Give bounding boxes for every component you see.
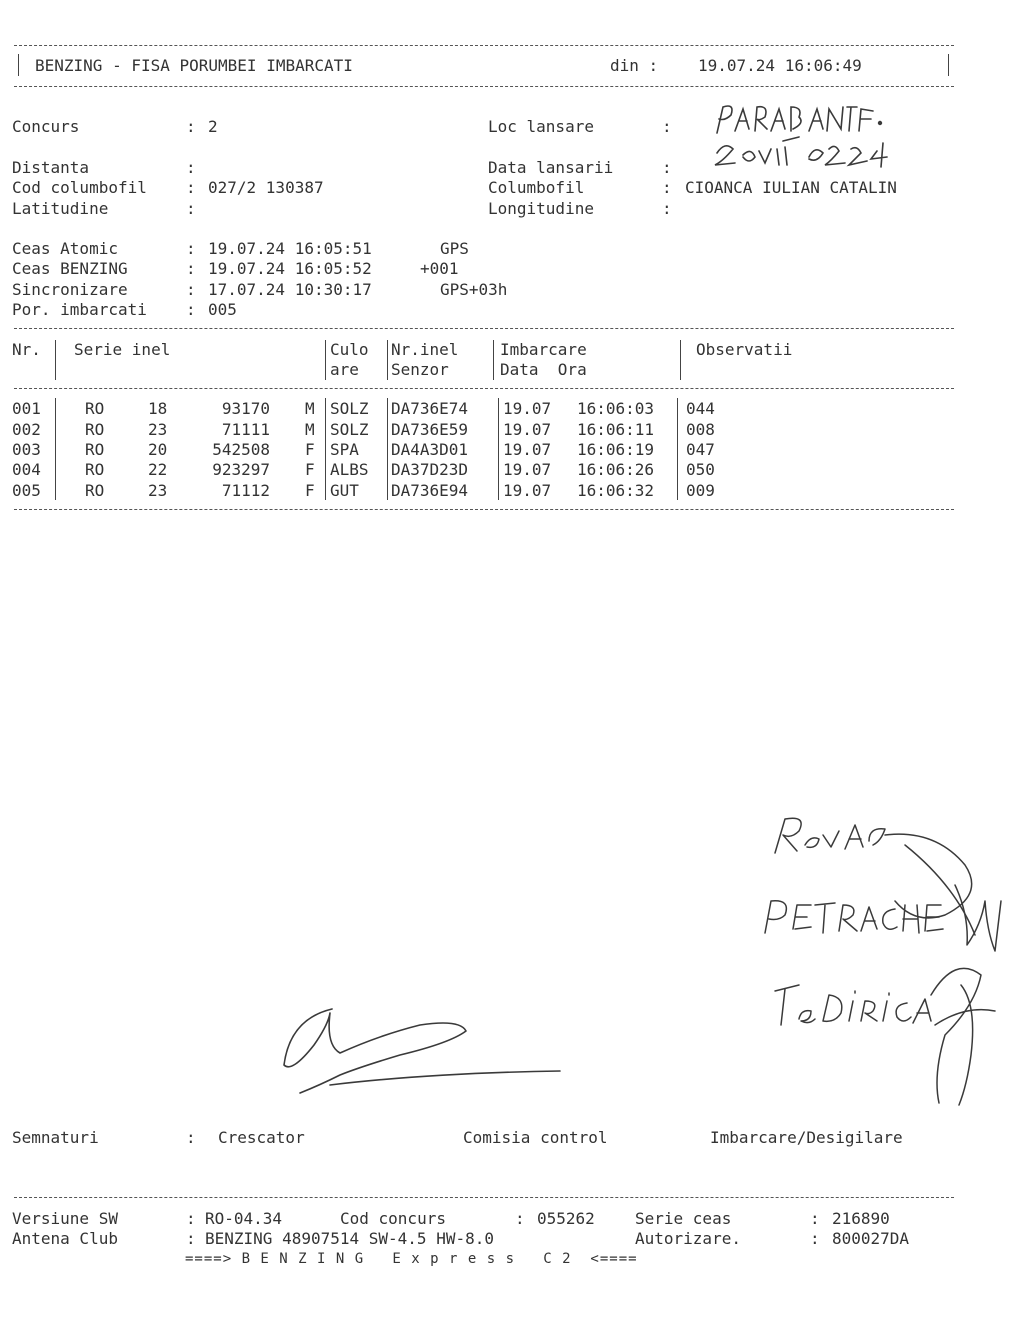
row-obs: 009 (686, 481, 715, 500)
benzing-express-brand: ====> B E N Z I N G E x p r e s s C 2 <==== (185, 1251, 638, 1267)
row-sex: F (305, 460, 315, 479)
row-ring: 71111 (221, 420, 270, 439)
serie-ceas-label: Serie ceas (635, 1209, 732, 1228)
row-nr: 005 (12, 481, 41, 500)
longitudine-sep: : (662, 199, 672, 218)
table-body-sep-1 (55, 398, 56, 500)
row-color: SOLZ (330, 399, 369, 418)
latitudine-sep: : (186, 199, 196, 218)
ceas-atomic-value: 19.07.24 16:05:51 (208, 239, 372, 258)
row-color: GUT (330, 481, 359, 500)
columbofil-label: Columbofil (488, 178, 585, 197)
footer-top-rule (14, 1197, 954, 1198)
versiune-sw-label: Versiune SW (12, 1209, 118, 1228)
sincronizare-label: Sincronizare (12, 280, 128, 299)
concurs-sep: : (186, 117, 196, 136)
table-bottom-rule (14, 509, 954, 510)
serie-ceas-value: 216890 (832, 1209, 890, 1228)
sincronizare-extra: GPS+03h (440, 280, 508, 299)
th-culoare-2: are (330, 360, 359, 379)
loc-lansare-label: Loc lansare (488, 117, 594, 136)
row-time: 16:06:11 (577, 420, 655, 439)
row-year: 20 (148, 440, 168, 459)
row-ring: 542508 (212, 440, 270, 459)
row-ring: 71112 (221, 481, 270, 500)
row-obs: 008 (686, 420, 715, 439)
row-date: 19.07 (503, 399, 552, 418)
row-year: 22 (148, 460, 168, 479)
distanta-label: Distanta (12, 158, 90, 177)
commission-signatures (745, 805, 1024, 1110)
grower-signature (270, 995, 570, 1105)
header-left-border (18, 54, 19, 76)
row-country: RO (85, 460, 105, 479)
columbofil-sep: : (662, 178, 672, 197)
header-datetime: 19.07.24 16:06:49 (698, 56, 862, 75)
row-obs: 050 (686, 460, 715, 479)
cod-concurs-value: 055262 (537, 1209, 595, 1228)
th-imbarcare-2: Data Ora (500, 360, 587, 379)
versiune-sw-value: RO-04.34 (205, 1209, 283, 1228)
th-culoare-1: Culo (330, 340, 369, 359)
row-country: RO (85, 440, 105, 459)
semnaturi-label: Semnaturi (12, 1128, 99, 1147)
ceas-atomic-label: Ceas Atomic (12, 239, 118, 258)
th-nr-inel-1: Nr.inel (391, 340, 459, 359)
serie-ceas-sep: : (810, 1209, 820, 1228)
row-obs: 044 (686, 399, 715, 418)
handwritten-loc-date (705, 95, 955, 175)
row-nr: 003 (12, 440, 41, 459)
cod-concurs-sep: : (515, 1209, 525, 1228)
row-sex: F (305, 481, 315, 500)
table-body-sep-4 (498, 398, 499, 500)
table-body-sep-2 (325, 398, 326, 500)
antena-club-label: Antena Club (12, 1229, 118, 1248)
row-country: RO (85, 420, 105, 439)
table-col-sep-4 (493, 340, 494, 380)
row-color: ALBS (330, 460, 369, 479)
row-sensor: DA736E59 (391, 420, 469, 439)
sincronizare-value: 17.07.24 10:30:17 (208, 280, 372, 299)
data-lansarii-sep: : (662, 158, 672, 177)
header-right-border (948, 54, 949, 76)
row-color: SPA (330, 440, 359, 459)
table-col-sep-2 (325, 340, 326, 380)
document-title: BENZING - FISA PORUMBEI IMBARCATI (35, 56, 353, 75)
th-nr: Nr. (12, 340, 41, 359)
row-time: 16:06:03 (577, 399, 655, 418)
concurs-label: Concurs (12, 117, 80, 136)
table-col-sep-3 (387, 340, 388, 380)
row-ring: 93170 (221, 399, 270, 418)
row-time: 16:06:32 (577, 481, 655, 500)
row-time: 16:06:26 (577, 460, 655, 479)
crescator-label: Crescator (218, 1128, 305, 1147)
comisia-control-label: Comisia control (463, 1128, 608, 1147)
antena-club-value: BENZING 48907514 SW-4.5 HW-8.0 (205, 1229, 494, 1248)
row-nr: 002 (12, 420, 41, 439)
semnaturi-sep: : (186, 1128, 196, 1147)
loc-lansare-sep: : (662, 117, 672, 136)
row-sensor: DA4A3D01 (391, 440, 469, 459)
data-lansarii-label: Data lansarii (488, 158, 614, 177)
row-ring: 923297 (212, 460, 270, 479)
row-nr: 001 (12, 399, 41, 418)
latitudine-label: Latitudine (12, 199, 109, 218)
distanta-sep: : (186, 158, 196, 177)
row-time: 16:06:19 (577, 440, 655, 459)
row-date: 19.07 (503, 481, 552, 500)
th-imbarcare-1: Imbarcare (500, 340, 587, 359)
row-year: 18 (148, 399, 168, 418)
sincronizare-sep: : (186, 280, 196, 299)
row-sex: M (305, 399, 315, 418)
table-col-sep-1 (55, 340, 56, 380)
cod-columbofil-value: 027/2 130387 (208, 178, 324, 197)
autorizare-label: Autorizare. (635, 1229, 741, 1248)
header-bottom-rule (14, 86, 954, 87)
concurs-value: 2 (208, 117, 218, 136)
row-sensor: DA736E94 (391, 481, 469, 500)
por-imbarcati-label: Por. imbarcati (12, 300, 147, 319)
row-sensor: DA736E74 (391, 399, 469, 418)
cod-columbofil-label: Cod columbofil (12, 178, 147, 197)
columbofil-value: CIOANCA IULIAN CATALIN (685, 178, 897, 197)
table-body-sep-3 (387, 398, 388, 500)
row-date: 19.07 (503, 460, 552, 479)
th-nr-inel-2: Senzor (391, 360, 449, 379)
row-country: RO (85, 399, 105, 418)
row-obs: 047 (686, 440, 715, 459)
ceas-benzing-value: 19.07.24 16:05:52 (208, 259, 372, 278)
por-imbarcati-value: 005 (208, 300, 237, 319)
row-country: RO (85, 481, 105, 500)
th-observatii: Observatii (696, 340, 793, 359)
imbarcare-desigilare-label: Imbarcare/Desigilare (710, 1128, 903, 1147)
row-year: 23 (148, 481, 168, 500)
cod-columbofil-sep: : (186, 178, 196, 197)
cod-concurs-label: Cod concurs (340, 1209, 446, 1228)
table-header-rule (14, 388, 954, 389)
ceas-atomic-extra: GPS (440, 239, 469, 258)
autorizare-value: 800027DA (832, 1229, 910, 1248)
table-top-rule (14, 328, 954, 329)
row-sex: M (305, 420, 315, 439)
ceas-atomic-sep: : (186, 239, 196, 258)
row-sensor: DA37D23D (391, 460, 469, 479)
row-color: SOLZ (330, 420, 369, 439)
ceas-benzing-sep: : (186, 259, 196, 278)
longitudine-label: Longitudine (488, 199, 594, 218)
table-col-sep-5 (680, 340, 681, 380)
ceas-benzing-extra: +001 (420, 259, 459, 278)
autorizare-sep: : (810, 1229, 820, 1248)
row-year: 23 (148, 420, 168, 439)
row-date: 19.07 (503, 440, 552, 459)
header-din-label: din : (610, 56, 659, 75)
antena-club-sep: : (186, 1229, 196, 1248)
versiune-sw-sep: : (186, 1209, 196, 1228)
por-imbarcati-sep: : (186, 300, 196, 319)
row-nr: 004 (12, 460, 41, 479)
th-serie-inel: Serie inel (74, 340, 171, 359)
row-sex: F (305, 440, 315, 459)
row-date: 19.07 (503, 420, 552, 439)
ceas-benzing-label: Ceas BENZING (12, 259, 128, 278)
header-top-rule (14, 45, 954, 46)
table-body-sep-5 (677, 398, 678, 500)
